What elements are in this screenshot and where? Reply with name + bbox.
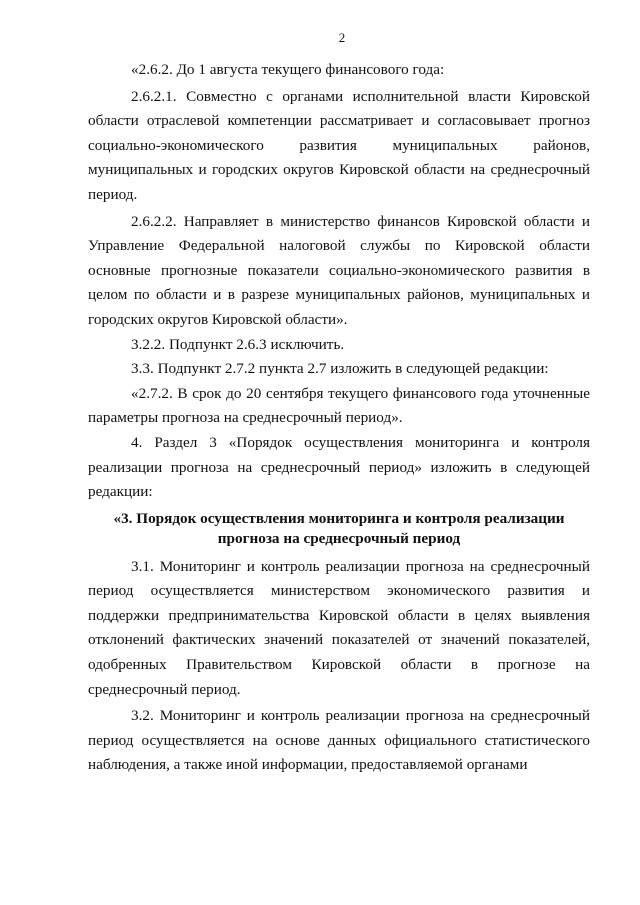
section-heading: [88, 509, 590, 549]
paragraph-3-2: 3.2. Мониторинг и контроль реализации прогноза на среднесрочный период осуществляется на основе данных официального статистического наблюдения, а также иной информации, предоставляемой органами: [88, 707, 590, 774]
paragraph-3-3: 3.3. Подпункт 2.7.2 пункта 2.7 изложить в следующей редакции:: [131, 360, 549, 378]
paragraph-3-2-2: 3.2.2. Подпункт 2.6.3 исключить.: [131, 335, 345, 353]
section-heading-line-2: прогноза на среднесрочный период: [217, 529, 461, 547]
paragraph-2-6-2: «2.6.2. До 1 августа текущего финансового года:: [131, 61, 445, 78]
page-number: 2: [338, 30, 346, 45]
section-heading-line-1: «3. Порядок осуществления мониторинга и контроля реализации: [113, 509, 565, 527]
paragraph-2-7-2: «2.7.2. В срок до 20 сентября текущего финансового года уточненные параметры прогноза на среднесрочный период».: [88, 384, 590, 427]
paragraph-3-1: 3.1. Мониторинг и контроль реализации прогноза на среднесрочный период осуществляется министерством экономического развития и поддержки предпринимательства Кировской области в целях выявления отклонений фактических значений показателей от значений показателей, одобренных Правительством Кировской области в прогнозе на среднесрочный период.: [88, 557, 590, 698]
paragraph-4: 4. Раздел 3 «Порядок осуществления мониторинга и контроля реализации прогноза на среднесрочный период» изложить в следующей редакции:: [88, 433, 590, 501]
paragraph-2-6-2-1: 2.6.2.1. Совместно с органами исполнительной власти Кировской области отраслевой компетенции рассматривает и согласовывает прогноз социально-экономического развития муниципальных районов, муниципальных и городских округов Кировской области на среднесрочный период.: [88, 87, 590, 203]
paragraph-2-6-2-2: 2.6.2.2. Направляет в министерство финансов Кировской области и Управление Федеральной налоговой службы по Кировской области основные прогнозные показатели социально-экономического развития в целом по области и в разрезе муниципальных районов, муниципальных и городских округов Кировской области».: [88, 212, 590, 328]
